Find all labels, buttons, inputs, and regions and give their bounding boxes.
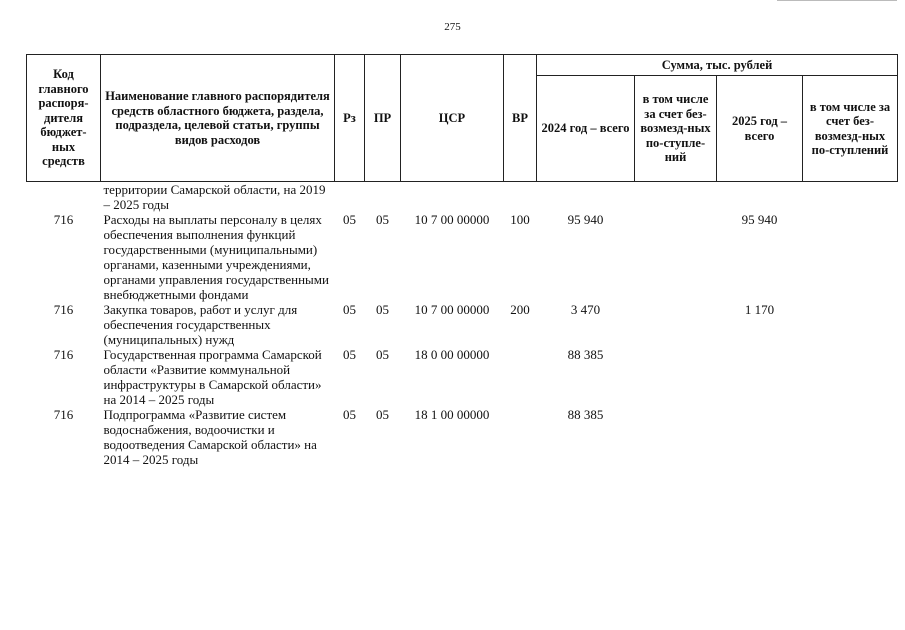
cell-vr (504, 347, 537, 407)
page-number: 275 (444, 21, 461, 33)
cell-2025-free (803, 302, 898, 347)
cell-csr: 10 7 00 00000 (414, 212, 490, 227)
table-row (27, 407, 898, 467)
table-row (27, 347, 898, 407)
cell-2025-total (717, 347, 803, 407)
cell-code (27, 182, 101, 213)
cell-name: Расходы на выплаты персоналу в целях обеспечения выполнения функций государственными (муниципальными) органами, казенными учреждениями, органами управления государственными внебюджетными фондами (103, 212, 329, 302)
header-sum-group: Сумма, тыс. рублей (537, 55, 898, 76)
cell-pr: 05 (376, 212, 389, 227)
cell-name: Закупка товаров, работ и услуг для обеспечения государственных (муниципальных) нужд (103, 302, 298, 347)
header-2024-total: 2024 год – всего (537, 76, 635, 182)
cell-rz: 05 (343, 407, 356, 422)
cell-2025-total: 1 170 (744, 302, 775, 317)
header-2025-free: в том числе за счет без-возмезд-ных по-ступлений (803, 76, 898, 182)
scan-edge-line (777, 0, 897, 1)
header-rz: Рз (335, 55, 365, 182)
cell-rz: 05 (343, 347, 356, 362)
cell-csr (401, 182, 504, 213)
cell-vr: 200 (510, 302, 530, 317)
cell-2025-total: 95 940 (741, 212, 778, 227)
header-csr: ЦСР (401, 55, 504, 182)
header-pr: ПР (365, 55, 401, 182)
table-row (27, 212, 898, 302)
cell-2025-total (717, 407, 803, 467)
cell-2024-free (635, 302, 717, 347)
cell-vr (504, 407, 537, 467)
cell-code: 716 (53, 212, 74, 227)
cell-pr: 05 (376, 347, 389, 362)
cell-2024-free (635, 212, 717, 302)
header-2024-free: в том числе за счет без-возмезд-ных по-ступле-ний (635, 76, 717, 182)
cell-pr: 05 (376, 407, 389, 422)
table-row (27, 302, 898, 347)
cell-2024-total: 88 385 (567, 407, 604, 422)
cell-vr: 100 (510, 212, 530, 227)
cell-code: 716 (53, 302, 74, 317)
cell-csr: 10 7 00 00000 (414, 302, 490, 317)
cell-pr: 05 (376, 302, 389, 317)
cell-2025-total (717, 182, 803, 213)
cell-name: территории Самарской области, на 2019 – 2025 годы (103, 182, 326, 212)
cell-2024-total: 3 470 (570, 302, 601, 317)
header-vr: ВР (504, 55, 537, 182)
cell-2024-free (635, 182, 717, 213)
header-code: Код главного распоря-дителя бюджет-ных средств (27, 55, 101, 182)
cell-2025-free (803, 212, 898, 302)
table-row (27, 182, 898, 213)
cell-2025-free (803, 347, 898, 407)
cell-name: Государственная программа Самарской области «Развитие коммунальной инфраструктуры в Самарской области» на 2014 – 2025 годы (103, 347, 322, 407)
header-name: Наименование главного распорядителя средств областного бюджета, раздела, подраздела, целевой статьи, группы видов расходов (101, 55, 335, 182)
cell-2024-total (537, 182, 635, 213)
cell-code: 716 (53, 347, 74, 362)
cell-pr (365, 182, 401, 213)
cell-rz: 05 (343, 212, 356, 227)
cell-code: 716 (53, 407, 74, 422)
cell-csr: 18 1 00 00000 (414, 407, 490, 422)
cell-2024-free (635, 407, 717, 467)
cell-name: Подпрограмма «Развитие систем водоснабжения, водоочистки и водоотведения Самарской области» на 2014 – 2025 годы (103, 407, 317, 467)
cell-csr: 18 0 00 00000 (414, 347, 490, 362)
header-2025-total: 2025 год – всего (717, 76, 803, 182)
budget-table (26, 54, 898, 467)
cell-2025-free (803, 182, 898, 213)
cell-vr (504, 182, 537, 213)
cell-2024-total: 88 385 (567, 347, 604, 362)
cell-2025-free (803, 407, 898, 467)
cell-rz (335, 182, 365, 213)
cell-rz: 05 (343, 302, 356, 317)
cell-2024-free (635, 347, 717, 407)
cell-2024-total: 95 940 (567, 212, 604, 227)
